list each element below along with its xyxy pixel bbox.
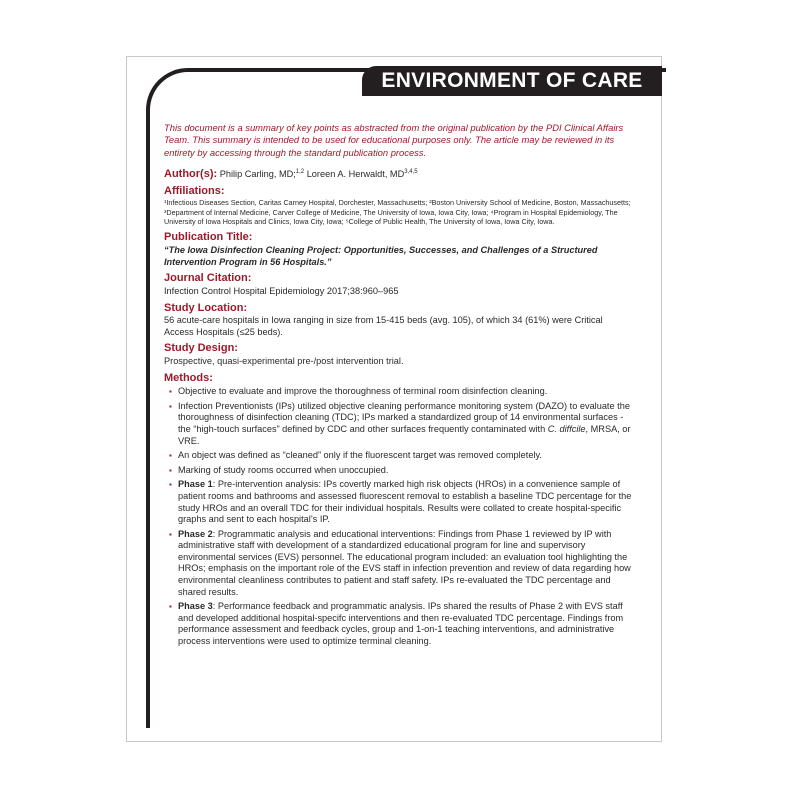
authors-label: Author(s):	[164, 168, 218, 181]
list-item	[178, 386, 632, 398]
affiliations-text: ¹Infectious Diseases Section, Caritas Carney Hospital, Dorchester, Massachusetts; ²Boston University School of Medicine, Boston, Massachusetts; ³Department of Internal Medicine, Carver College of Medicine, The University of Iowa, Iowa City, Iowa; ⁴Program in Hospital Epidemiology, The University of Iowa Hospitals and Clinics, Iowa City, Iowa; ⁵College of Public Health, The University of Iowa, Iowa City, Iowa.	[164, 198, 631, 227]
publication-title: “The Iowa Disinfection Cleaning Project: Opportunities, Successes, and Challenges of a Structured Intervention Program in 56 Hospitals.”	[164, 245, 598, 267]
authors-row	[164, 169, 632, 181]
phase-label: Phase 2	[178, 528, 213, 539]
author-2-affil: 3,4,5	[404, 169, 418, 176]
list-item	[178, 479, 632, 525]
methods-list	[164, 386, 632, 647]
author-1-affil: 1,2	[295, 169, 305, 176]
design-heading: Study Design:	[164, 342, 238, 355]
journal-citation: Infection Control Hospital Epidemiology 2017;38:960–965	[164, 286, 399, 296]
journal-heading: Journal Citation:	[164, 272, 252, 285]
method-text: Marking of study rooms occurred when unoccupied.	[178, 464, 389, 475]
method-text: : Pre-intervention analysis: IPs covertly marked high risk objects (HROs) in a convenience sample of patient rooms and bathrooms and assessed fluorescent removal to establish a baseline TDC percentage for the study HROs and an overall TDC for their individual hospitals. Results were collated to create hospital-specific graphs and sent to each hospital’s IP.	[178, 479, 632, 525]
summary-content	[164, 122, 632, 651]
method-text: , MRSA, or VRE.	[178, 423, 631, 446]
list-item	[178, 601, 632, 647]
study-design: Prospective, quasi-experimental pre-/post intervention trial.	[164, 355, 404, 366]
location-heading: Study Location:	[164, 301, 248, 314]
section-banner: ENVIRONMENT OF CARE	[362, 66, 662, 96]
disclaimer: This document is a summary of key points as abstracted from the original publication by the PDI Clinical Affairs Team. This summary is intended to be used for educational purposes only. The article may be reviewed in its entirety by accessing through the standard publication process.	[164, 122, 624, 158]
methods-heading: Methods:	[164, 371, 213, 384]
list-item	[178, 450, 632, 462]
author-2: Loreen A. Herwaldt, MD	[304, 169, 405, 180]
study-location: 56 acute-care hospitals in Iowa ranging in size from 15-415 beds (avg. 105), of which 34 (61%) were Critical Access Hospitals (≤25 beds).	[164, 315, 603, 337]
publication-heading: Publication Title:	[164, 230, 253, 243]
method-text: An object was defined as “cleaned” only if the fluorescent target was removed completely.	[178, 450, 542, 461]
method-text: Objective to evaluate and improve the thoroughness of terminal room disinfection cleaning.	[178, 386, 548, 397]
affiliations-heading: Affiliations:	[164, 184, 225, 197]
method-text: Infection Preventionists (IPs) utilized objective cleaning performance monitoring system (DAZO) to evaluate the thoroughness of disinfection cleaning (TDC); IPs marked a standardized group of 14 environmental surfaces - the “high-touch surfaces” defined by CDC and other surfaces frequently contaminated with	[178, 400, 630, 434]
list-item	[178, 465, 632, 477]
list-item	[178, 529, 632, 599]
phase-label: Phase 1	[178, 479, 213, 490]
phase-label: Phase 3	[178, 601, 213, 612]
method-text: : Performance feedback and programmatic analysis. IPs shared the results of Phase 2 with EVS staff and developed additional hospital-specifc interventions and then re-evaluated TDC percentage. Findings from performance assessment and feedback cycles, group and 1-on-1 teaching interventions, and administrative process interventions were used to optimize terminal cleaning.	[178, 601, 624, 647]
organism-name: C. diffcile	[547, 423, 586, 434]
method-text: : Programmatic analysis and educational interventions: Findings from Phase 1 reviewed by IP with administrative staff with development of a standardized educational program for line and supervisory environmental services (EVS) personnel. The educational program included: an evaluation tool highlighting the HROs; emphasis on the important role of the EVS staff in infection prevention and review of data regarding how environmental cleanliness contributes to patient and staff safety. IPs re-evaluated the TDC percentage and shared results.	[178, 528, 631, 597]
list-item	[178, 401, 632, 447]
author-1: Philip Carling, MD;	[219, 169, 296, 180]
